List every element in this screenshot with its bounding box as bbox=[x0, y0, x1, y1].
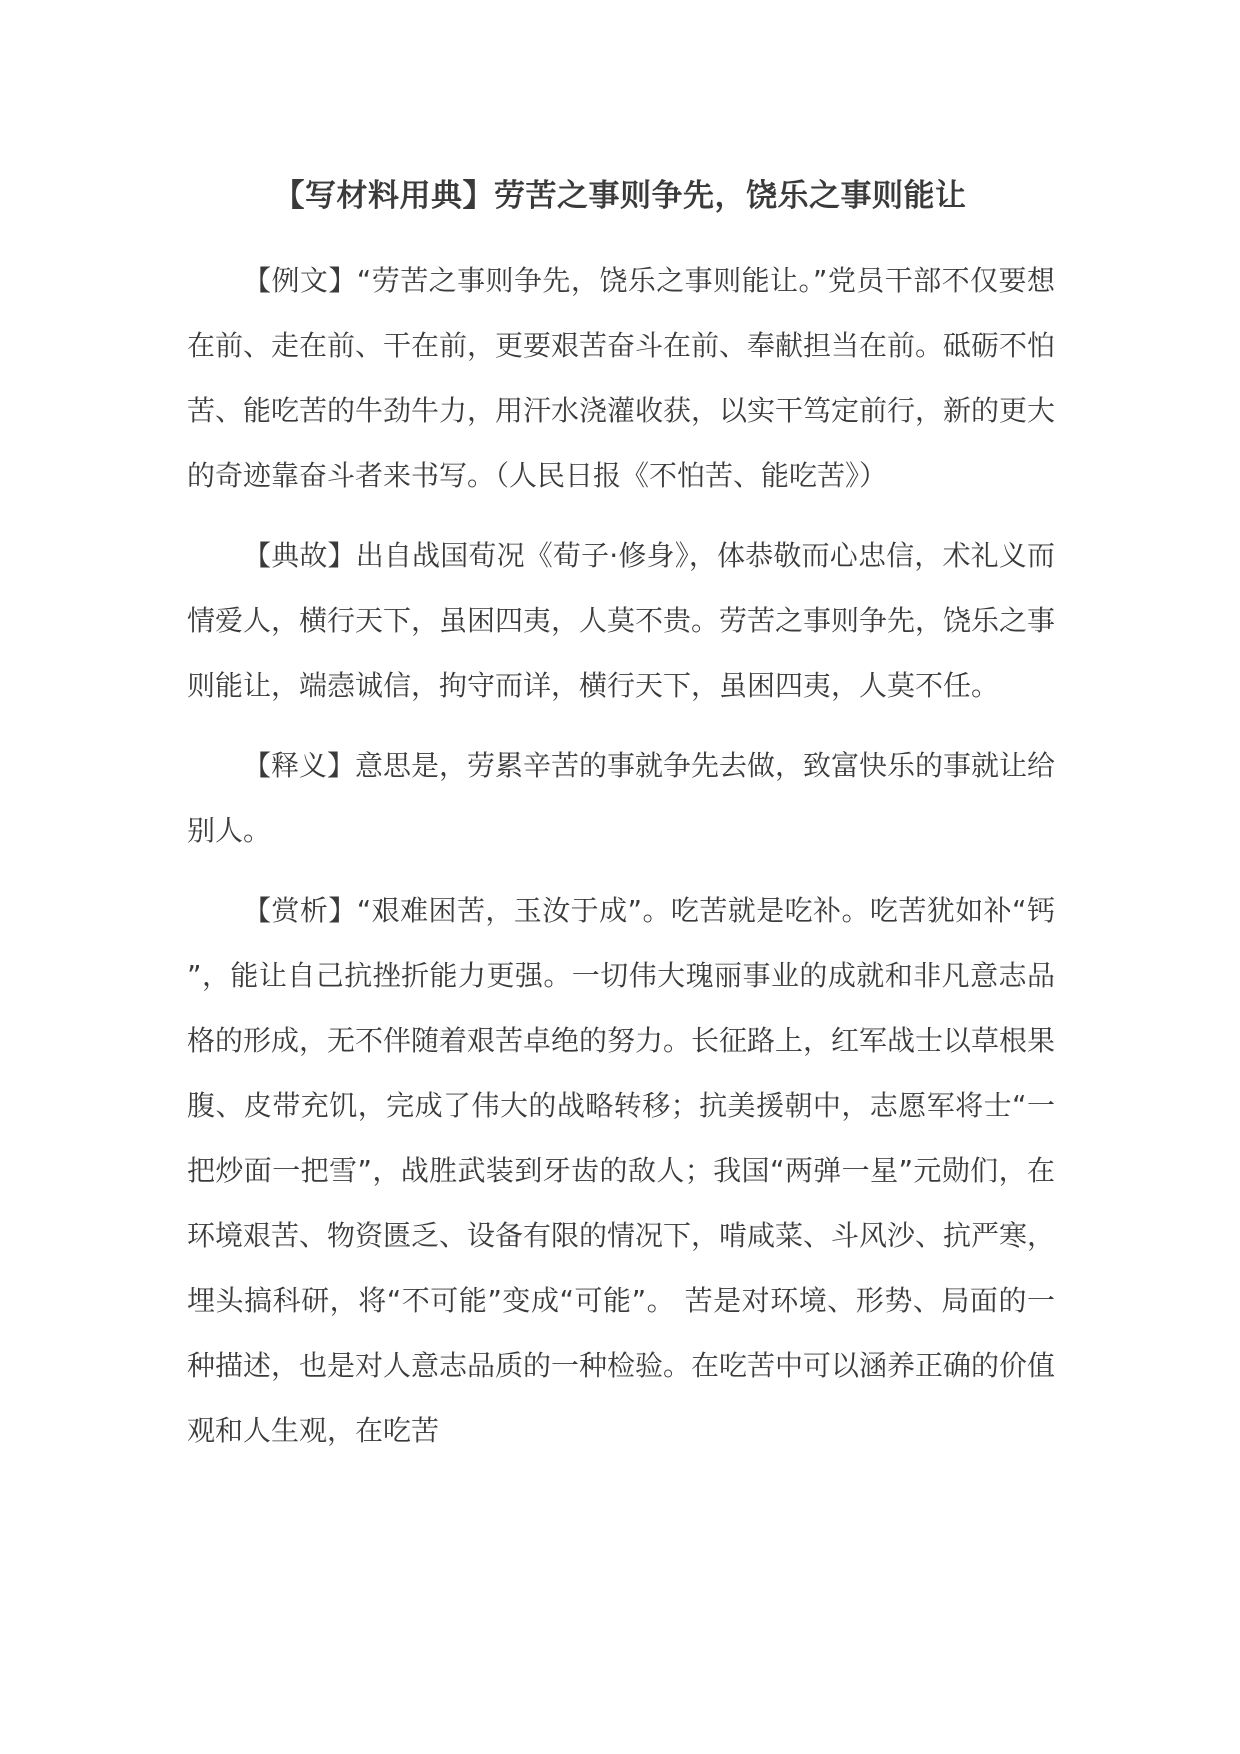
paragraph-meaning: 【释义】意思是，劳累辛苦的事就争先去做，致富快乐的事就让给别人。 bbox=[187, 749, 1056, 847]
paragraph-allusion: 【典故】出自战国荀况《荀子·修身》，体恭敬而心忠信，术礼义而情爱人，横行天下，虽困四夷，人莫不贵。劳苦之事则争先，饶乐之事则能让，端悫诚信，拘守而详，横行天下，虽困四夷，人莫不任。 bbox=[187, 539, 1056, 702]
document-title: 【写材料用典】劳苦之事则争先，饶乐之事则能让 bbox=[273, 178, 967, 214]
document-body bbox=[187, 248, 1055, 1478]
paragraph-example: 【例文】“劳苦之事则争先，饶乐之事则能让。”党员干部不仅要想在前、走在前、干在前，更要艰苦奋斗在前、奉献担当在前。砥砺不怕苦、能吃苦的牛劲牛力，用汗水浇灌收获，以实干笃定前行，新的更大的奇迹靠奋斗者来书写。（人民日报《不怕苦、能吃苦》） bbox=[187, 264, 1056, 492]
paragraph-appreciation: 【赏析】“艰难困苦，玉汝于成”。吃苦就是吃补。吃苦犹如补“钙”，能让自己抗挫折能力更强。一切伟大瑰丽事业的成就和非凡意志品格的形成，无不伴随着艰苦卓绝的努力。长征路上，红军战士以草根果腹、皮带充饥，完成了伟大的战略转移；抗美援朝中，志愿军将士“一把炒面一把雪”，战胜武装到牙齿的敌人；我国“两弹一星”元勋们，在环境艰苦、物资匮乏、设备有限的情况下，啃咸菜、斗风沙、抗严寒，埋头搞科研，将“不可能”变成“可能”。 苦是对环境、形势、局面的一种描述，也是对人意志品质的一种检验。在吃苦中可以涵养正确的价值观和人生观，在吃苦 bbox=[187, 894, 1056, 1447]
